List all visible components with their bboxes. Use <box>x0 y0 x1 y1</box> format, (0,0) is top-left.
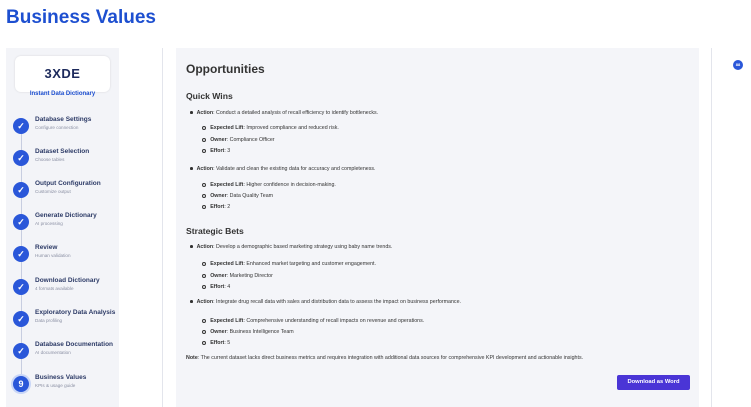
note-text: : The current dataset lacks direct business metrics and requires integration with additional data sources for comprehensive KPI development and actionable insights. <box>197 355 584 361</box>
app-name: Instant Data Dictionary <box>29 91 96 97</box>
sidebar-step[interactable] <box>6 275 119 305</box>
sidebar-step[interactable] <box>6 339 119 369</box>
action-label: Action <box>196 110 214 116</box>
owner-label: Owner <box>210 137 227 143</box>
lift-text: : Improved compliance and reduced risk. <box>243 125 339 131</box>
sidebar-step-subtitle: AI processing <box>35 221 63 226</box>
action-text: : Conduct a detailed analysis of recall efficiency to identify bottlenecks. <box>213 110 379 116</box>
owner-label: Owner <box>210 193 227 199</box>
owner-text: : Business Intelligence Team <box>226 329 294 335</box>
lift-label: Expected Lift <box>210 125 244 131</box>
list-item <box>202 329 294 335</box>
sidebar-step-label: Dataset Selection <box>35 148 90 155</box>
circle-bullet-icon <box>202 341 206 345</box>
circle-bullet-icon <box>202 194 206 198</box>
effort-label: Effort <box>210 340 225 346</box>
bullet-icon <box>190 300 193 303</box>
check-icon: ✓ <box>13 246 29 262</box>
check-icon: ✓ <box>13 214 29 230</box>
effort-label: Effort <box>210 284 225 290</box>
circle-bullet-icon <box>202 138 206 142</box>
sidebar-step[interactable] <box>6 307 119 337</box>
check-icon: ✓ <box>13 311 29 327</box>
list-item <box>202 273 273 279</box>
sidebar-step-subtitle: AI documentation <box>35 350 71 355</box>
owner-text: : Compliance Officer <box>226 137 275 143</box>
sidebar-step-label: Business Values <box>35 374 87 381</box>
sidebar-step-subtitle: Data profiling <box>35 318 63 323</box>
list-item <box>202 125 339 131</box>
lift-text: : Higher confidence in decision-making. <box>243 182 336 188</box>
effort-text: : 3 <box>224 148 231 154</box>
circle-bullet-icon <box>202 274 206 278</box>
list-item <box>190 166 376 172</box>
page-title: Business Values <box>6 7 156 28</box>
check-icon: ✓ <box>13 182 29 198</box>
circle-bullet-icon <box>202 330 206 334</box>
sidebar-step-label: Exploratory Data Analysis <box>35 309 116 316</box>
sidebar-step[interactable] <box>6 114 119 144</box>
list-item <box>202 340 230 346</box>
check-icon: ✓ <box>13 150 29 166</box>
circle-bullet-icon <box>202 262 206 266</box>
sidebar-step-subtitle: Configure connection <box>35 125 79 130</box>
bullet-icon <box>190 167 193 170</box>
action-label: Action <box>196 244 214 250</box>
avatar[interactable]: 88 <box>733 60 743 70</box>
circle-bullet-icon <box>202 285 206 289</box>
list-item <box>202 137 275 143</box>
effort-text: : 2 <box>224 204 231 210</box>
sidebar-step-label: Review <box>35 244 58 251</box>
circle-bullet-icon <box>202 205 206 209</box>
sidebar-step-subtitle: Customize output <box>35 189 71 194</box>
list-item <box>190 244 392 250</box>
sidebar-step[interactable] <box>6 242 119 272</box>
sidebar-step[interactable] <box>6 178 119 208</box>
circle-bullet-icon <box>202 126 206 130</box>
divider <box>162 48 163 407</box>
logo <box>15 56 110 92</box>
circle-bullet-icon <box>202 149 206 153</box>
sidebar <box>6 48 119 407</box>
lift-label: Expected Lift <box>210 318 244 324</box>
list-item <box>202 284 230 290</box>
list-item <box>202 193 273 199</box>
sidebar-step[interactable] <box>6 372 119 402</box>
bullet-icon <box>190 111 193 114</box>
action-label: Action <box>196 166 214 172</box>
check-icon: ✓ <box>13 279 29 295</box>
sidebar-step-label: Generate Dictionary <box>35 212 97 219</box>
list-item <box>202 261 376 267</box>
check-icon: ✓ <box>13 118 29 134</box>
section-heading: Opportunities <box>186 62 265 76</box>
bullet-icon <box>190 245 193 248</box>
list-item <box>202 182 336 188</box>
sidebar-step-label: Download Dictionary <box>35 277 100 284</box>
sidebar-step-label: Output Configuration <box>35 180 101 187</box>
sidebar-step-label: Database Settings <box>35 116 92 123</box>
owner-text: : Data Quality Team <box>226 193 274 199</box>
effort-text: : 4 <box>224 284 231 290</box>
list-item <box>190 110 378 116</box>
action-text: : Integrate drug recall data with sales and distribution data to assess the impact on business performance. <box>213 299 461 305</box>
lift-text: : Comprehensive understanding of recall impacts on revenue and operations. <box>243 318 425 324</box>
owner-text: : Marketing Director <box>226 273 273 279</box>
list-item <box>190 299 461 305</box>
sidebar-step-subtitle: Choose tables <box>35 157 65 162</box>
main-panel <box>176 48 699 407</box>
sidebar-step-subtitle: KPIs & usage guide <box>35 383 76 388</box>
strategic-bets-heading: Strategic Bets <box>186 226 244 236</box>
note-label: Note <box>186 355 198 361</box>
owner-label: Owner <box>210 329 227 335</box>
action-text: : Validate and clean the existing data for accuracy and completeness. <box>213 166 376 172</box>
divider <box>711 48 712 407</box>
circle-bullet-icon <box>202 183 206 187</box>
list-item <box>202 318 424 324</box>
list-item <box>202 204 230 210</box>
action-label: Action <box>196 299 214 305</box>
list-item <box>202 148 230 154</box>
effort-label: Effort <box>210 204 225 210</box>
sidebar-step-subtitle: 4 formats available <box>35 286 74 291</box>
sidebar-step[interactable] <box>6 146 119 176</box>
logo-text: 3XDE <box>44 66 81 81</box>
owner-label: Owner <box>210 273 227 279</box>
note <box>186 355 583 361</box>
step-number-icon: 9 <box>13 376 29 392</box>
action-text: : Develop a demographic based marketing strategy using baby name trends. <box>213 244 393 250</box>
sidebar-step[interactable] <box>6 210 119 240</box>
lift-text: : Enhanced market targeting and customer engagement. <box>243 261 376 267</box>
circle-bullet-icon <box>202 319 206 323</box>
effort-label: Effort <box>210 148 225 154</box>
check-icon: ✓ <box>13 343 29 359</box>
sidebar-step-label: Database Documentation <box>35 341 114 348</box>
effort-text: : 5 <box>224 340 231 346</box>
quick-wins-heading: Quick Wins <box>186 91 233 101</box>
lift-label: Expected Lift <box>210 261 244 267</box>
lift-label: Expected Lift <box>210 182 244 188</box>
sidebar-step-subtitle: Human validation <box>35 253 71 258</box>
download-word-button[interactable]: Download as Word <box>617 375 690 390</box>
